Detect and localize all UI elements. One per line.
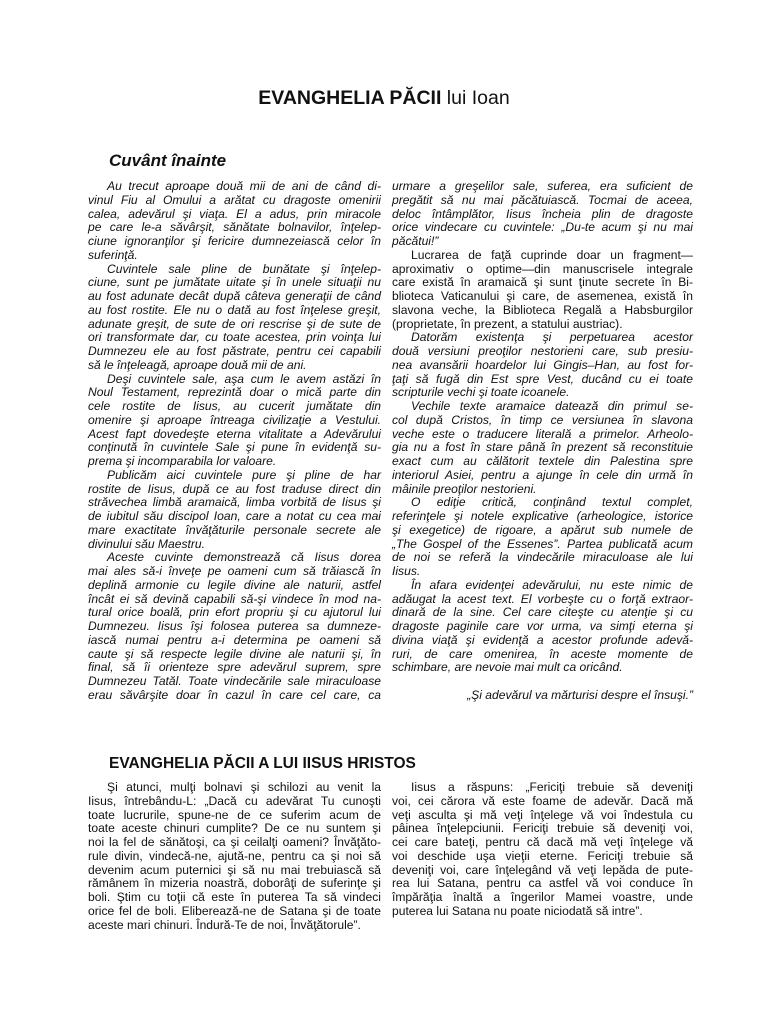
- text-line: Deşi cuvintele sale, aşa cum le avem astăzi în: [107, 371, 381, 386]
- text-line: aceste mari chinuri. Îndură-Te de noi, Învăţătorule”.: [88, 917, 361, 932]
- text-line: gia nu a fost în stare până în prezent să reconstituie: [392, 440, 693, 455]
- text-line: mare exactitate învăţăturile personale secrete ale: [88, 522, 381, 537]
- text-line: „The Gospel of the Essenes”. Partea publicată acum: [392, 536, 693, 551]
- text-line: şi exegetice) de rigoare, a apărut sub numele de: [392, 522, 693, 537]
- text-line: orice fel de boli. Eliberează-ne de Satana şi de toate: [88, 903, 381, 918]
- text-line: Datorăm existenţa şi perpetuarea acestor: [411, 330, 693, 345]
- text-line: noi la fel de sănătoşi, ca şi ceilalţi oameni? Învăţăto-: [88, 835, 381, 849]
- text-line: pregătit să nu mai păcătuiască. Tocmai de aceea,: [392, 192, 693, 207]
- text-line: pe care le-a săvârşit, sănătate bolnavilor, înţelep-: [88, 220, 381, 235]
- text-line: iască numai pentru a-i determina pe oameni să: [88, 632, 381, 647]
- text-line: două versiuni preoţilor nestorieni care, sub presiu-: [392, 344, 693, 358]
- text-line: rule divin, vindecă-ne, ajută-ne, pentru ca şi noi să: [88, 848, 381, 863]
- text-line: Dumnezeu. Iisus îşi folosea puterea sa dumneze-: [88, 619, 381, 633]
- foreword-heading: Cuvânt înainte: [109, 151, 227, 170]
- text-line: orice vindecare cu cuvintele: „Du-te acum şi nu mai: [392, 220, 693, 235]
- text-line: conţinută în cuvintele Sale şi pune în evidenţă su-: [88, 440, 381, 455]
- text-line: veche este o traducere literală a primelor. Arheolo-: [392, 426, 693, 441]
- text-line: divina viaţă şi evidenţă a acestor profunde adevă-: [392, 632, 693, 647]
- text-line: străvechea limbă aramaică, limba vorbită de Iisus şi: [88, 495, 381, 510]
- text-line: dragoste paginile care vor urma, va simţi eterna şi: [392, 619, 693, 633]
- text-line: adăugat la acest text. El vorbeşte cu o forţă extraor-: [392, 591, 693, 606]
- text-line: voi, cei cărora vă este foame de adevăr. Dacă mă: [392, 793, 693, 808]
- text-line: cele rostite de Iisus, au cucerit jumătate din: [88, 399, 381, 413]
- text-line: (proprietate, în prezent, a statului austriac).: [392, 316, 623, 331]
- text-line: mai ales să-i înveţe pe oameni cum să trăiască în: [88, 564, 381, 578]
- text-line: dinară de la sine. Cel care citeşte cu atenţie şi cu: [392, 605, 693, 620]
- text-line: O ediţie critică, conţinând textul complet,: [411, 495, 693, 510]
- paragraph-gap: [392, 675, 693, 689]
- text-line: schimbare, are nevoie mai mult ca oricând.: [392, 660, 623, 675]
- text-line: referinţele şi notele explicative (arheologice, istorice: [392, 509, 693, 523]
- text-line: adunate greşit, de sute de ori rescrise şi de sute de: [88, 316, 381, 331]
- text-line: final, să îi orienteze spre adevărul suprem, spre: [88, 660, 381, 675]
- text-line: urmare a greşelilor sale, suferea, era suficient de: [392, 179, 693, 193]
- text-line: veţi asculta şi mă veţi înţelege vă voi îndestula cu: [392, 807, 693, 822]
- text-line: încât ei să devină capabili să-şi vindece în mod na-: [88, 591, 381, 606]
- text-line: cei care bateţi, pentru că dacă mă veţi înţelege vă: [392, 835, 693, 849]
- text-line: col după Cristos, în timp ce versiunea în slavona: [392, 412, 693, 427]
- text-line: rostite de Iisus, după ce au fost traduse direct din: [88, 481, 381, 496]
- text-line: aproximativ o optime—din manuscrisele integrale: [392, 261, 693, 276]
- text-line: au fost adunate decât după câteva generaţii de când: [88, 289, 381, 303]
- text-line: slavona veche, la Biblioteca Regală a Habsburgilor: [392, 302, 693, 317]
- text-line: ori transformate dar, cu toate acestea, prin voinţa lui: [88, 330, 381, 345]
- text-line: de noi se referă la vindecările miraculoase ale lui: [392, 550, 693, 565]
- text-line: Lucrarea de faţă cuprinde doar un fragment—: [411, 247, 693, 262]
- text-line: omenire şi aproape întreaga civilizaţie a Vestului.: [88, 412, 381, 427]
- text-line: „Şi adevărul va mărturisi despre el însuşi.”: [467, 687, 693, 702]
- text-line: divinului său Maestru.: [88, 536, 205, 551]
- text-line: Noul Testament, reprezintă doar o mică parte din: [88, 385, 381, 400]
- text-line: Şi atunci, mulţi bolnavi şi schilozi au venit la: [107, 780, 381, 794]
- foreword-right-column: [392, 180, 693, 703]
- text-line: exact cum au călătorit textele din Palestina spre: [392, 454, 693, 468]
- text-line: Cuvintele sale pline de bunătate şi înţelep-: [107, 261, 381, 276]
- section-right-column: [392, 781, 693, 919]
- text-line: calea, adevărul şi viaţa. El a adus, prin miracole: [88, 206, 381, 221]
- text-line: Vechile texte aramaice datează din primul se-: [411, 399, 693, 413]
- text-line: toate aceste chinuri cumplite? De ce nu suntem şi: [88, 821, 381, 836]
- text-line: Dumnezeu Tatăl. Toate vindecările sale miraculoase: [88, 674, 381, 688]
- text-line: toate lucrurile, spune-ne de ce suferim acum de: [88, 807, 381, 822]
- text-line: tural orice boală, prin efort propriu şi cu ajutorul lui: [88, 605, 381, 620]
- text-line: Au trecut aproape două mii de ani de când di-: [107, 179, 381, 193]
- text-line: nea avansării hoardelor lui Gingis–Han, au fost for-: [392, 357, 693, 372]
- text-line: caute şi să respecte legile divine ale naturii şi, în: [88, 646, 381, 661]
- text-line: Aceste cuvinte demonstrează că Iisus dorea: [107, 550, 381, 565]
- text-line: În afara evidenţei adevărului, nu este nimic de: [411, 577, 693, 592]
- text-line: Iisus a răspuns: „Fericiţi trebuie să deveniţi: [411, 780, 693, 794]
- text-line: interiorul Asiei, pentru a ajunge în cele din urmă în: [392, 467, 693, 482]
- text-line: deveniţi voi, care înţelegând vă veţi lepăda de pute-: [392, 862, 693, 877]
- text-line: Dumnezeu ele au fost păstrate, pentru cei capabili: [88, 344, 381, 358]
- text-line: ciune ignoranţilor şi fericire dumnezeiască celor în: [88, 234, 381, 248]
- text-line: care există în aramaică şi sunt ţinute secrete în Bi-: [392, 275, 693, 290]
- text-line: erau săvârşite doar în cazul în care cel care, ca: [88, 687, 381, 702]
- text-line: prema şi incomparabila lor valoare.: [88, 454, 277, 468]
- text-line: boli. Ştim cu toţii că este în puterea Ta să vindeci: [88, 890, 381, 904]
- text-line: puterea lui Satana nu poate niciodată să intre”.: [392, 903, 643, 918]
- text-line: Iisus.: [392, 564, 421, 578]
- text-line: pâinea înţelepciunii. Fericiţi trebuie să deveniţi voi,: [392, 821, 693, 836]
- text-line: Publicăm aici cuvintele pure şi pline de har: [107, 467, 381, 482]
- text-line: ruri, de care omenirea, în aceste momente de: [392, 646, 693, 661]
- text-line: Acest fapt dovedeşte eterna vitalitate a Adevărului: [88, 426, 381, 441]
- section-left-column: [88, 781, 381, 932]
- foreword-left-column: [88, 180, 381, 703]
- text-line: rămânem în mizeria noastră, doborâţi de suferinţe şi: [88, 876, 381, 891]
- text-line: au fost rostite. Ele nu o dată au fost înţelese greşit,: [88, 302, 381, 317]
- text-line: păcătui!”: [392, 234, 439, 248]
- text-line: mâinile preoţilor nestorieni.: [392, 481, 537, 496]
- page-title: [0, 86, 768, 110]
- text-line: rea lui Satana, pentru ca astfel vă voi conduce în: [392, 876, 693, 891]
- section-heading: EVANGHELIA PĂCII A LUI IISUS HRISTOS: [109, 755, 416, 772]
- text-line: deplină armonie cu legile divine ale naturii, astfel: [88, 577, 381, 592]
- text-line: ţaţi să fugă din Est spre Vest, ducând cu ei toate: [392, 371, 693, 386]
- text-line: devenim acum puternici şi să nu mai trebuiască să: [88, 862, 381, 877]
- text-line: blioteca Vaticanului şi care, de asemenea, există în: [392, 289, 693, 303]
- page-title-rest: lui Ioan: [441, 87, 510, 109]
- text-line: voi deschide uşa vieţii eterne. Fericiţi trebuie să: [392, 848, 693, 863]
- text-line: vinul Fiu al Omului a arătat cu dragoste omenirii: [88, 192, 381, 207]
- text-line: de iubitul său discipol Ioan, care a notat cu cea mai: [88, 509, 381, 523]
- text-line: suferinţă.: [88, 247, 138, 262]
- page-title-bold: EVANGHELIA PĂCII: [258, 87, 442, 109]
- text-line: deloc întâmplător, Iisus încheia plin de dragoste: [392, 206, 693, 221]
- text-line: Iisus, întrebându-L: „Dacă cu adevărat Tu cunoşti: [88, 793, 381, 808]
- text-line: ciune, sunt pe jumătate uitate şi în unele situaţii nu: [88, 275, 381, 290]
- text-line: să le înţeleagă, aproape două mii de ani.: [88, 357, 307, 372]
- text-line: împărăţia înaltă a îngerilor Mamei voastre, unde: [392, 890, 693, 904]
- text-line: scripturile vechi şi toate icoanele.: [392, 385, 570, 400]
